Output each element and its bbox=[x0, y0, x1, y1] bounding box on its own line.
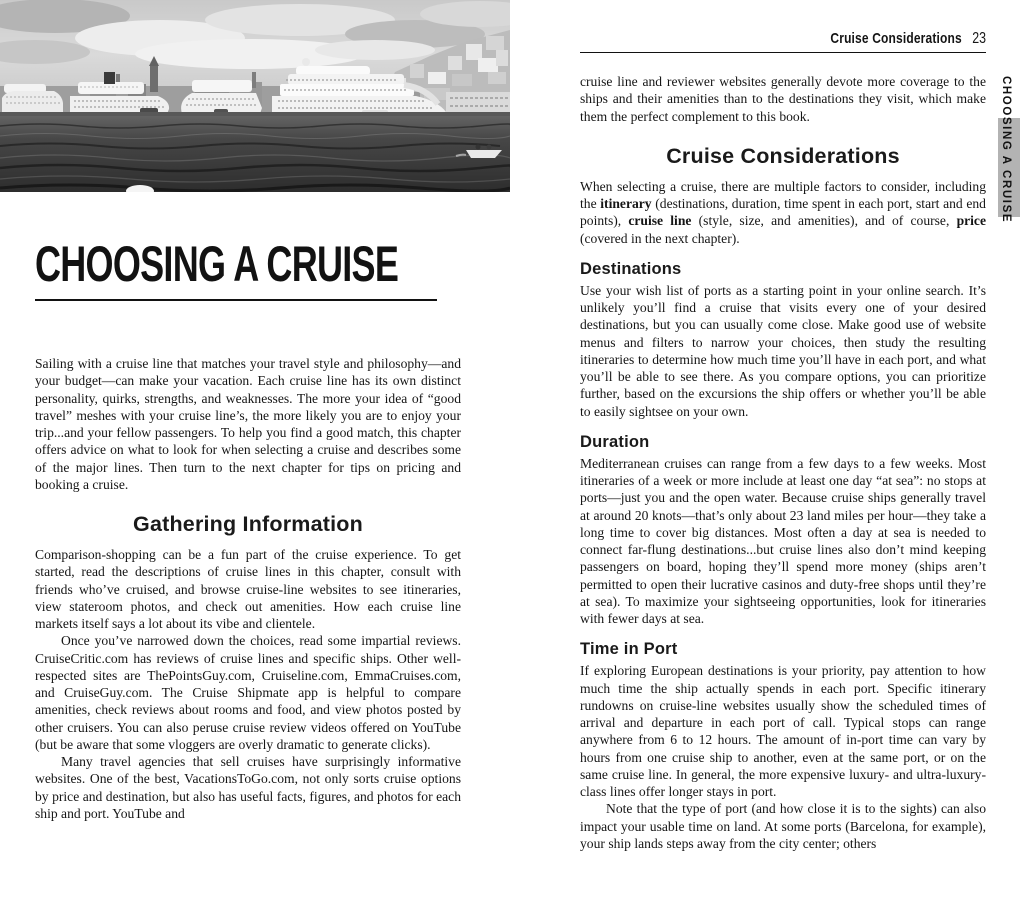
destinations-paragraph: Use your wish list of ports as a starting point in your online search. It’s unlikely you’ll find a cruise that visits every one of your desired destinations, but you can usually come close. Make good use of website menus and filters to narrow your choices, then study the resulting itineraries to determine how much time you’ll have in each port, and what you’ll be able to see there. As you compare options, you can prioritize further, based on the excursions the ship offers or whether you’ll be able to easily sightsee on your own. bbox=[580, 282, 986, 419]
time-in-port-paragraph: If exploring European destinations is your priority, pay attention to how much time the ship actually spends in each port. Specific itinerary rundowns on cruise-line websites usually show the scheduled times of arrival and departure in each port of call. Typical stops can range anywhere from 6 to 12 hours. The amount of in-port time can vary by hours from one cruise ship to another, even at the same port, or on the same cruise line. In general, the more expensive luxury- and ultra-luxury-class lines offer longer stays in port. bbox=[580, 663, 986, 799]
destinations-subheading: Destinations bbox=[580, 259, 682, 278]
factors-text: (style, size, and amenities), and of course, bbox=[691, 213, 957, 229]
chapter-intro-paragraph: Sailing with a cruise line that matches your travel style and philosophy—and your budget—can make your vacation. Each cruise line has its own distinct personality, quirks, strengths, and weaknesses. The more your idea of “good travel” meshes with your cruise line’s, the more likely you are to enjoy your trip...and your fellow passengers. To help you find a good match, this chapter offers advice on what to look for when selecting a cruise and describes some of the major lines. Then turn to the next chapter for tips on pricing and booking a cruise. bbox=[35, 356, 461, 492]
paragraph: Comparison-shopping can be a fun part of the cruise experience. To get started, read the descriptions of cruise lines in this chapter, consult with friends who’ve cruised, and browse cruise-line websites to see itineraries, view stateroom photos, and check out amenities. How each cruise line markets itself says a lot about its vibe and clientele. bbox=[35, 547, 461, 631]
factors-paragraph bbox=[580, 178, 986, 247]
duration-subheading: Duration bbox=[580, 432, 650, 451]
factors-bold-itinerary: itinerary bbox=[600, 196, 652, 211]
harbor-photo bbox=[0, 0, 510, 192]
paragraph: Many travel agencies that sell cruises have surprisingly informative websites. One of the best, VacationsToGo.com, not only sorts cruise options by price and destination, but also has useful facts, figures, and photos for each ship and port. YouTube and bbox=[35, 754, 461, 821]
chapter-tab-label: CHOOSING A CRUISE bbox=[1000, 76, 1012, 224]
factors-bold-price: price bbox=[956, 213, 987, 229]
left-column bbox=[35, 236, 461, 822]
gathering-information-heading: Gathering Information bbox=[133, 512, 363, 536]
factors-bold-cruise-line: cruise line bbox=[628, 213, 692, 229]
time-in-port-subheading: Time in Port bbox=[580, 640, 678, 659]
chapter-title: CHOOSING A CRUISE bbox=[35, 236, 399, 292]
running-head-title: Cruise Considerations bbox=[830, 30, 962, 47]
running-head bbox=[661, 30, 986, 48]
continuation-paragraph: cruise line and reviewer websites generally devote more coverage to the ships and their amenities than to the destinations they visit, which make them the perfect complement to this book. bbox=[580, 74, 986, 124]
right-column bbox=[580, 30, 986, 852]
time-in-port-paragraph-2: Note that the type of port (and how close it is to the sights) can also impact your usable time on land. At some ports (Barcelona, for example), your ship lands steps away from the city center; others bbox=[580, 801, 986, 851]
cruise-considerations-heading: Cruise Considerations bbox=[666, 143, 900, 168]
duration-paragraph: Mediterranean cruises can range from a few days to a few weeks. Most itineraries of a week or more include at least one day “at sea”: no stops at ports—just you and the open water. Because cruise ships generally travel at around 20 knots—that’s only about 23 land miles per hour—they take a long time to cover big distances. Most often a day at sea is needed to connect far-flung destinations...but cruise lines also don’t mind keeping passengers on board, hoping they’ll spend more money (ships aren’t permitted to open their lucrative casinos and duty-free shops until they’re at sea). To maximize your sightseeing opportunities, look for itineraries with fewer days at sea. bbox=[580, 455, 986, 626]
paragraph: Once you’ve narrowed down the choices, read some impartial reviews. CruiseCritic.com has reviews of cruise lines and specific ships. Other well-respected sites are ThePointsGuy.com, Cruiseline.com, EmmaCruises.com, and CruiseGuy.com. The Cruise Shipmate app is helpful to compare amenities, check reviews about rooms and food, and view photos posted by other cruisers. You can also peruse cruise review videos offered on YouTube (but be aware that some vloggers are overly dramatic to generate clicks). bbox=[35, 633, 461, 752]
factors-text: When selecting a cruise, there are multiple factors to consider, including the bbox=[580, 178, 986, 211]
factors-text: (destinations, duration, time spent in each port, start and end points), bbox=[580, 196, 986, 229]
page-number: 23 bbox=[972, 30, 986, 47]
factors-text: (covered in the next chapter). bbox=[580, 230, 740, 246]
